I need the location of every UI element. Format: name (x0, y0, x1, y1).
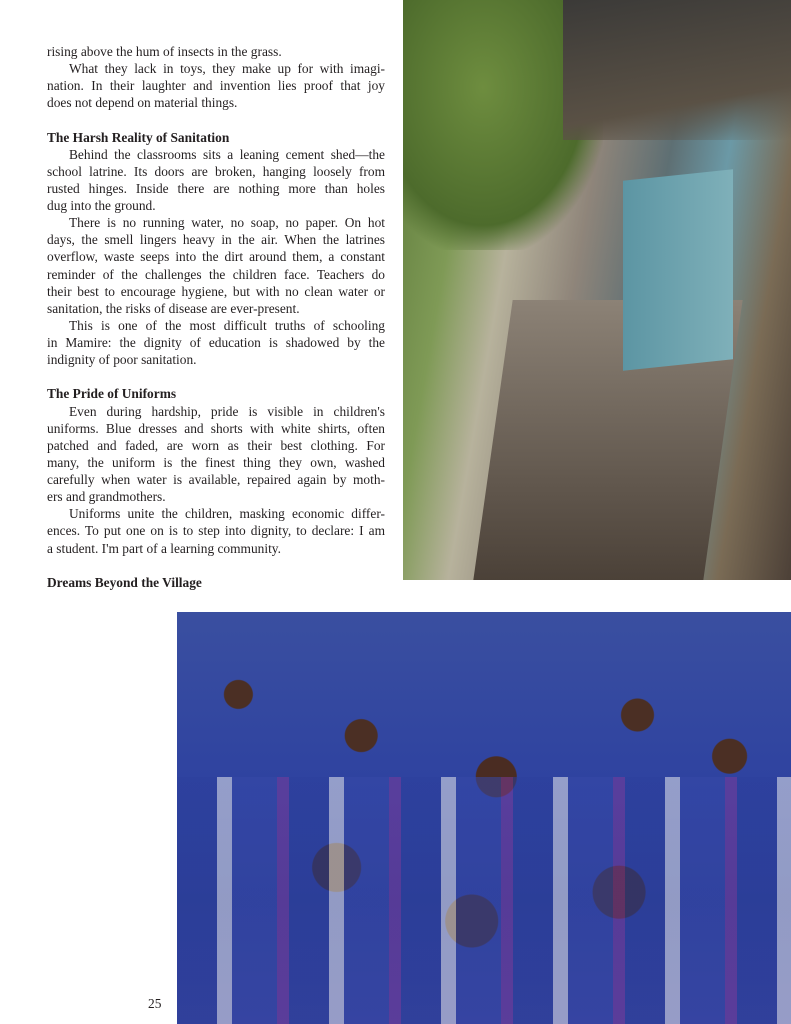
body-line: a student. I'm part of a learning community. (47, 540, 281, 556)
uniforms-crowd (177, 777, 791, 1024)
body-line: carefully when water is available, repaired again by moth- (47, 472, 385, 488)
body-line: Uniforms unite the children, masking economic differ- (69, 506, 385, 522)
body-line: many, the uniform is the finest thing they own, washed (47, 454, 385, 470)
body-line: ers and grandmothers. (47, 489, 166, 505)
body-line: reminder of the challenges the children face. Teachers do (47, 266, 385, 282)
body-line: rising above the hum of insects in the grass. (47, 44, 282, 59)
body-line: overflow, waste seeps into the dirt around them, a constant (47, 249, 385, 265)
body-line: This is one of the most difficult truths of schooling (69, 317, 385, 333)
paragraph-gap (47, 557, 385, 574)
body-line: does not depend on material things. (47, 95, 238, 111)
paragraph-gap (47, 368, 385, 385)
body-line: patched and faded, are worn as their best clothing. For (47, 437, 385, 453)
paragraph-gap (47, 112, 385, 129)
body-line: ences. To put one on is to step into dignity, to declare: I am (47, 523, 385, 539)
broken-blue-door (623, 169, 733, 371)
section-heading: Dreams Beyond the Village (47, 574, 202, 590)
body-line: Behind the classrooms sits a leaning cement shed—the (69, 146, 385, 162)
body-line: rusted hinges. Inside there are nothing more than holes (47, 180, 385, 196)
body-line: Even during hardship, pride is visible in children's (69, 403, 385, 419)
body-line: days, the smell lingers heavy in the air. When the latrines (47, 232, 385, 248)
section-heading: The Harsh Reality of Sanitation (47, 129, 230, 145)
body-line: What they lack in toys, they make up for with imagi- (69, 61, 385, 77)
body-line: uniforms. Blue dresses and shorts with white shirts, often (47, 420, 385, 436)
body-line: There is no running water, no soap, no paper. On hot (69, 215, 385, 231)
page-number: 25 (148, 996, 162, 1011)
schoolchildren-photo (177, 612, 791, 1024)
body-line: school latrine. Its doors are broken, hanging loosely from (47, 163, 385, 179)
article-text-column (47, 43, 385, 591)
body-line: sanitation, the risks of disease are ever-present. (47, 300, 300, 316)
body-line: their best to encourage hygiene, but with no clean water or (47, 283, 385, 299)
section-heading: The Pride of Uniforms (47, 386, 177, 402)
body-line: in Mamire: the dignity of education is shadowed by the (47, 335, 385, 351)
latrine-roof (563, 0, 791, 140)
body-line: nation. In their laughter and invention lies proof that joy (47, 78, 385, 94)
body-line: dug into the ground. (47, 198, 156, 214)
body-line: indignity of poor sanitation. (47, 352, 197, 368)
latrine-photo (403, 0, 791, 580)
